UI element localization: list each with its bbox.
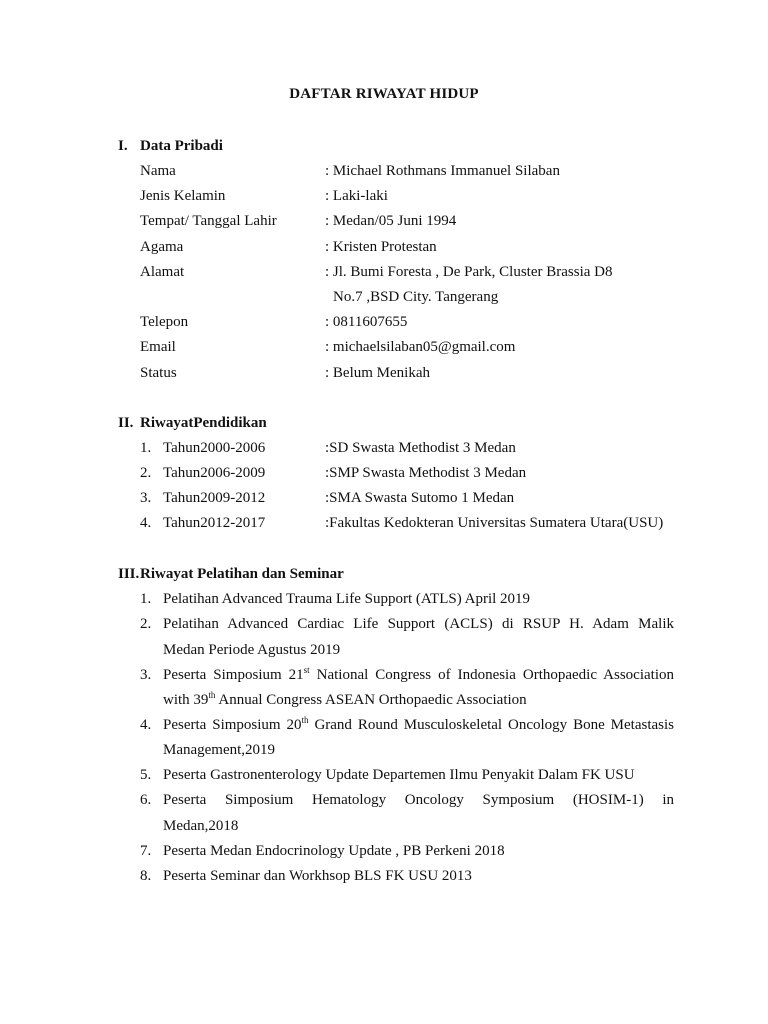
seminar-text: Peserta Simposium 21st National Congress of Indonesia Orthopaedic Association	[163, 665, 674, 683]
seminar-number: 7.	[140, 843, 152, 859]
seminar-number: 4.	[140, 717, 152, 733]
field-value-nama: : Michael Rothmans Immanuel Silaban	[325, 163, 560, 179]
seminar-number: 8.	[140, 868, 152, 884]
seminar-number: 1.	[140, 591, 152, 607]
edu-number: 4.	[140, 515, 152, 531]
section-1-title: Data Pribadi	[140, 138, 223, 154]
seminar-number: 5.	[140, 767, 152, 783]
edu-year: Tahun2000-2006	[163, 440, 266, 456]
section-1-number: I.	[118, 138, 128, 154]
field-label-email: Email	[140, 339, 176, 355]
seminar-number: 6.	[140, 792, 152, 808]
edu-school: :SD Swasta Methodist 3 Medan	[325, 440, 516, 456]
seminar-number: 2.	[140, 616, 152, 632]
edu-number: 2.	[140, 465, 152, 481]
seminar-text-cont: with 39th Annual Congress ASEAN Orthopaedic Association	[163, 690, 527, 708]
section-3-title: Riwayat Pelatihan dan Seminar	[140, 566, 344, 582]
seminar-text: Peserta Simposium 20th Grand Round Musculoskeletal Oncology Bone Metastasis	[163, 715, 674, 733]
field-value-alamat-cont: No.7 ,BSD City. Tangerang	[333, 289, 499, 305]
edu-school: :SMP Swasta Methodist 3 Medan	[325, 465, 527, 481]
field-label-jenis-kelamin: Jenis Kelamin	[140, 188, 226, 204]
section-3-number: III.	[118, 566, 140, 582]
field-label-agama: Agama	[140, 239, 184, 255]
field-value-telepon: : 0811607655	[325, 314, 408, 330]
field-label-alamat: Alamat	[140, 264, 185, 280]
field-label-nama: Nama	[140, 163, 176, 179]
seminar-text: Pelatihan Advanced Cardiac Life Support (ACLS) di RSUP H. Adam Malik	[163, 616, 674, 632]
seminar-text: Peserta Simposium Hematology Oncology Symposium (HOSIM-1) in	[163, 792, 674, 808]
seminar-text: Peserta Seminar dan Workhsop BLS FK USU 2013	[163, 868, 472, 884]
field-label-status: Status	[140, 365, 177, 381]
seminar-text-cont: Management,2019	[163, 742, 276, 758]
section-2-title: RiwayatPendidikan	[140, 415, 267, 431]
edu-year: Tahun2012-2017	[163, 515, 266, 531]
seminar-text: Peserta Medan Endocrinology Update , PB Perkeni 2018	[163, 843, 505, 859]
field-value-jenis-kelamin: : Laki-laki	[325, 188, 388, 204]
edu-school: :Fakultas Kedokteran Universitas Sumatera Utara(USU)	[325, 515, 664, 531]
seminar-text: Peserta Gastronenterology Update Departemen Ilmu Penyakit Dalam FK USU	[163, 767, 635, 783]
field-value-ttl: : Medan/05 Juni 1994	[325, 213, 457, 229]
section-2-number: II.	[118, 415, 134, 431]
field-label-ttl: Tempat/ Tanggal Lahir	[140, 213, 277, 229]
edu-school: :SMA Swasta Sutomo 1 Medan	[325, 490, 515, 506]
field-value-email: : michaelsilaban05@gmail.com	[325, 339, 516, 355]
seminar-text-cont: Medan Periode Agustus 2019	[163, 642, 341, 658]
seminar-text: Pelatihan Advanced Trauma Life Support (ATLS) April 2019	[163, 591, 531, 607]
field-value-status: : Belum Menikah	[325, 365, 430, 381]
field-value-agama: : Kristen Protestan	[325, 239, 437, 255]
edu-year: Tahun2006-2009	[163, 465, 266, 481]
edu-number: 1.	[140, 440, 152, 456]
edu-year: Tahun2009-2012	[163, 490, 266, 506]
field-label-telepon: Telepon	[140, 314, 189, 330]
seminar-number: 3.	[140, 667, 152, 683]
seminar-text-cont: Medan,2018	[163, 818, 239, 834]
edu-number: 3.	[140, 490, 152, 506]
document-title: DAFTAR RIWAYAT HIDUP	[289, 86, 479, 102]
field-value-alamat: : Jl. Bumi Foresta , De Park, Cluster Brassia D8	[325, 264, 613, 280]
